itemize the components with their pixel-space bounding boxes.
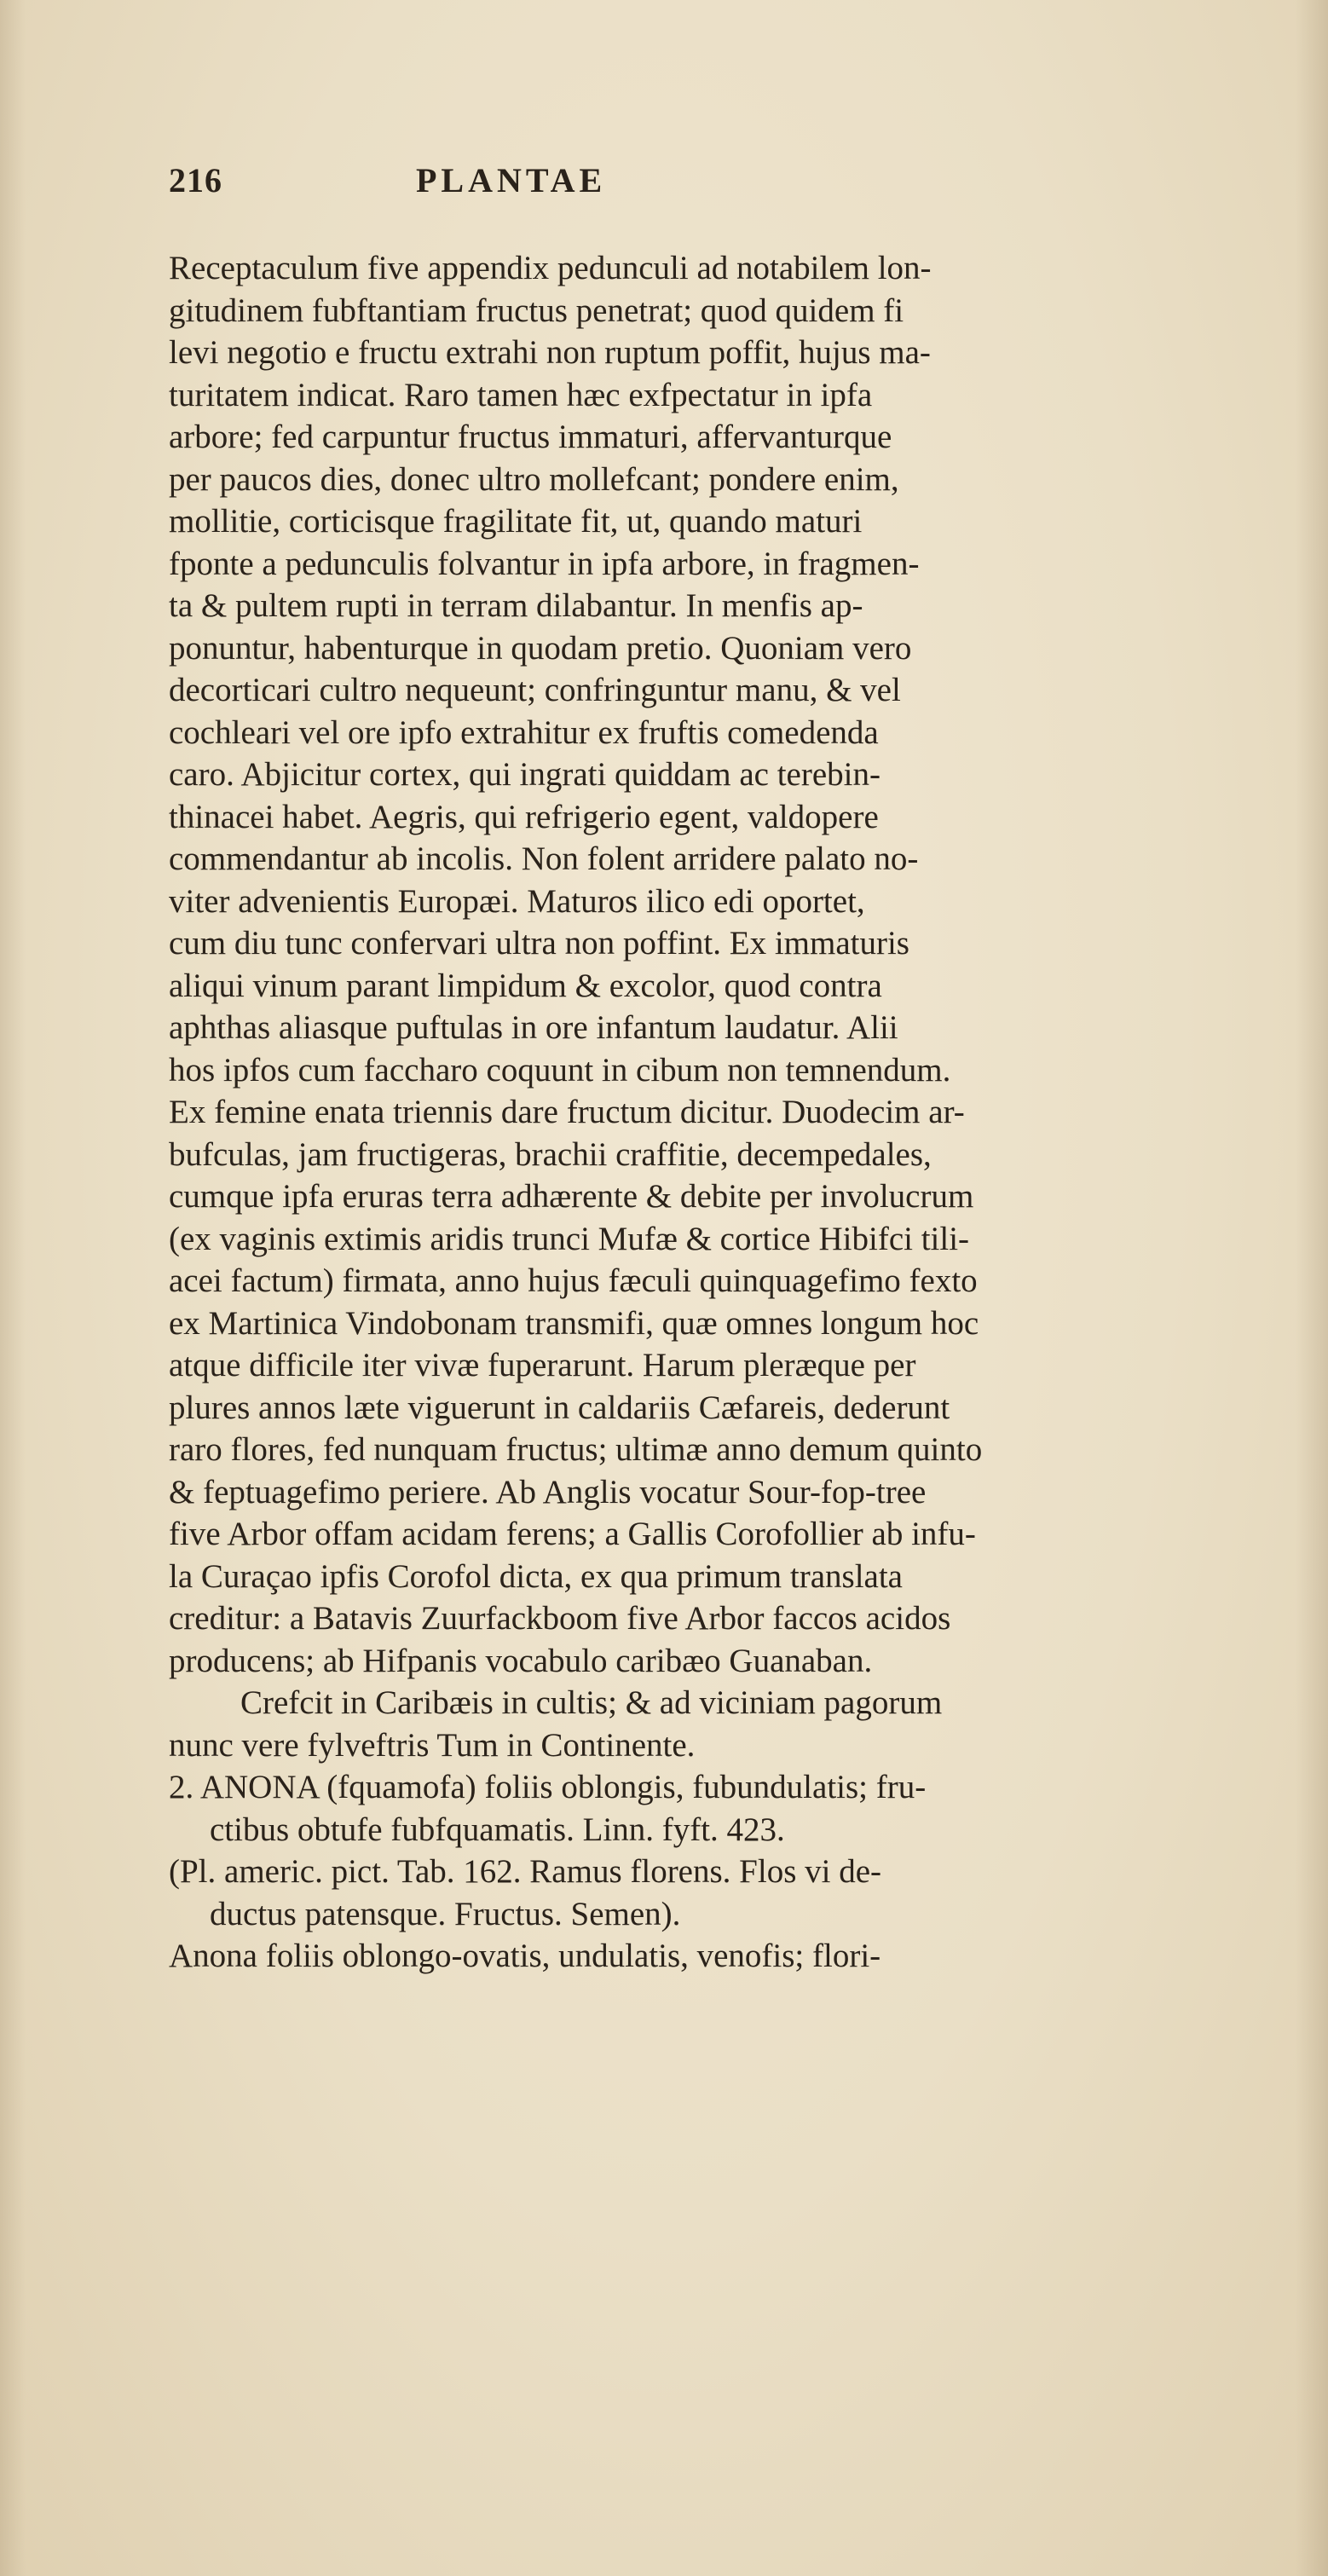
text-line: (ex vaginis extimis aridis trunci Mufæ & cortice Hibifci tili-: [169, 1220, 970, 1257]
text-line: five Arbor offam acidam ferens; a Gallis Corofollier ab infu-: [169, 1516, 976, 1552]
text-line: bufculas, jam fructigeras, brachii craffitie, decempedales,: [169, 1135, 932, 1173]
text-line: hos ipfos cum faccharo coquunt in cibum non temnendum.: [169, 1051, 951, 1089]
text-line: raro flores, fed nunquam fructus; ultimæ anno demum quinto: [169, 1431, 983, 1468]
text-line: 2. ANONA (fquamofa) foliis oblongis, fubundulatis; fru-: [169, 1769, 927, 1805]
page-header: [169, 160, 1021, 211]
text-line: Receptaculum five appendix pedunculi ad notabilem lon-: [169, 250, 932, 286]
text-line: ta & pultem rupti in terram dilabantur. In menfis ap-: [169, 587, 863, 624]
text-line: acei factum) firmata, anno hujus fæculi quinquagefimo fexto: [169, 1262, 978, 1299]
text-line: Anona foliis oblongo-ovatis, undulatis, venofis; flori-: [169, 1938, 881, 1974]
text-line: & feptuagefimo periere. Ab Anglis vocatur Sour-fop-tree: [169, 1473, 927, 1510]
text-line: turitatem indicat. Raro tamen hæc exfpectatur in ipfa: [169, 376, 873, 413]
text-line: viter advenientis Europæi. Maturos ilico edi oportet,: [169, 882, 865, 920]
text-line: cumque ipfa eruras terra adhærente & debite per involucrum: [169, 1178, 974, 1215]
text-line: aphthas aliasque puftulas in ore infantum laudatur. Alii: [169, 1009, 898, 1046]
text-line: creditur: a Batavis Zuurfackboom five Arbor faccos acidos: [169, 1600, 951, 1637]
text-line: cochleari vel ore ipfo extrahitur ex fruftis comedenda: [169, 713, 879, 751]
text-line: Ex femine enata triennis dare fructum dicitur. Duodecim ar-: [169, 1094, 965, 1130]
text-line: producens; ab Hifpanis vocabulo caribæo Guanaban.: [169, 1642, 873, 1679]
text-line: plures annos læte viguerunt in caldariis Cæfareis, dederunt: [169, 1389, 950, 1426]
text-line: caro. Abjicitur cortex, qui ingrati quiddam ac terebin-: [169, 756, 881, 793]
text-line: ctibus obtufe fubfquamatis. Linn. fyft. 423.: [210, 1811, 785, 1848]
text-line: ductus patensque. Fructus. Semen).: [210, 1895, 681, 1932]
running-head: PLANTAE: [416, 161, 607, 199]
text-line: cum diu tunc confervari ultra non poffint. Ex immaturis: [169, 925, 909, 962]
text-line: atque difficile iter vivæ fuperarunt. Harum pleræque per: [169, 1347, 916, 1383]
body-text: [169, 247, 1328, 1978]
text-line: Crefcit in Caribæis in cultis; & ad viciniam pagorum: [240, 1684, 943, 1721]
text-line: commendantur ab incolis. Non folent arridere palato no-: [169, 840, 919, 877]
text-line: thinacei habet. Aegris, qui refrigerio egent, valdopere: [169, 798, 879, 835]
text-line: (Pl. americ. pict. Tab. 162. Ramus florens. Flos vi de-: [169, 1853, 882, 1890]
text-line: ponuntur, habenturque in quodam pretio. Quoniam vero: [169, 629, 912, 667]
text-line: la Curaçao ipfis Corofol dicta, ex qua primum translata: [169, 1557, 903, 1595]
text-line: fponte a pedunculis folvantur in ipfa arbore, in fragmen-: [169, 545, 920, 582]
page-left-shadow: [0, 0, 26, 2576]
text-line: levi negotio e fructu extrahi non ruptum poffit, hujus ma-: [169, 334, 931, 371]
text-line: decorticari cultro nequeunt; confringuntur manu, & vel: [169, 672, 901, 708]
text-line: gitudinem fubftantiam fructus penetrat; quod quidem fi: [169, 292, 904, 329]
text-line: aliqui vinum parant limpidum & excolor, quod contra: [169, 967, 882, 1004]
text-line: arbore; fed carpuntur fructus immaturi, affervanturque: [169, 419, 892, 455]
text-line: mollitie, corticisque fragilitate fit, ut, quando maturi: [169, 503, 863, 540]
text-line: per paucos dies, donec ultro mollefcant; pondere enim,: [169, 460, 899, 498]
page-number: 216: [169, 161, 222, 199]
text-line: nunc vere fylveftris Tum in Continente.: [169, 1726, 696, 1764]
text-line: ex Martinica Vindobonam transmifi, quæ omnes longum hoc: [169, 1304, 979, 1342]
